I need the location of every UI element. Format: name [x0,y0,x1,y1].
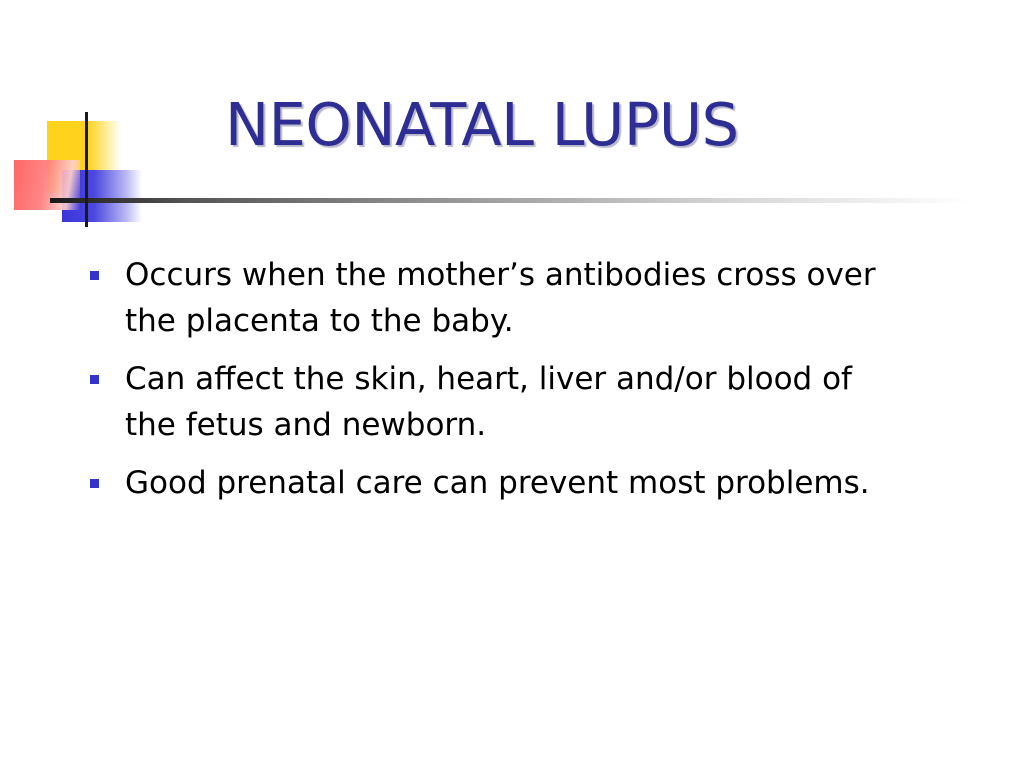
bullet-text-line: Good prenatal care can prevent most problems. [125,465,870,501]
bullet-text-line: Can affect the skin, heart, liver and/or blood of [125,361,852,397]
bullet-item [88,252,988,344]
bullet-text-line: the fetus and newborn. [125,407,487,443]
square-bullet-icon [90,375,99,384]
square-bullet-icon [90,271,99,280]
bullet-list [88,252,988,518]
bullet-text-line: Occurs when the mother’s antibodies cross over [125,257,876,293]
bullet-text-line: the placenta to the baby. [125,303,514,339]
title-underline-rule [50,198,970,203]
square-bullet-icon [90,479,99,488]
bullet-item [88,356,988,448]
slide-title: NEONATAL LUPUS [225,90,739,159]
vertical-rule-decoration [85,112,88,227]
bullet-item [88,460,988,506]
